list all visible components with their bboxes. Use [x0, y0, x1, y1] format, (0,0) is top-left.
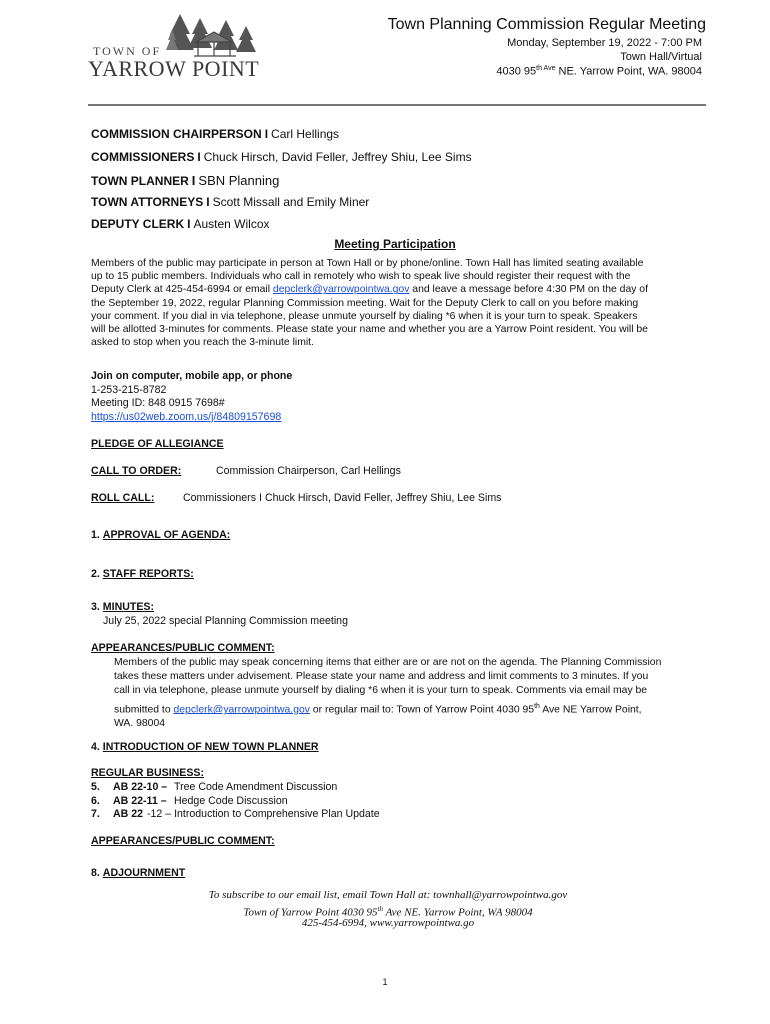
role-planner: TOWN PLANNER I SBN Planning — [91, 173, 280, 188]
agenda-item-1: 1. APPROVAL OF AGENDA: — [91, 529, 231, 541]
regular-business-item: 5. AB 22-10 – Tree Code Amendment Discussion — [91, 781, 338, 793]
logo-town-of: TOWN OF — [93, 44, 162, 58]
join-info — [91, 370, 703, 424]
logo-town-name: YARROW POINT — [88, 56, 260, 81]
join-phone: 1-253-215-8782 — [91, 383, 167, 396]
role-deputy-clerk: DEPUTY CLERK I Austen Wilcox — [91, 217, 270, 231]
regular-business-item: 7. AB 22 -12 – Introduction to Comprehensive Plan Update — [91, 808, 380, 820]
footer-address: Town of Yarrow Point 4030 95th Ave NE. Yarrow Point, WA 98004 — [243, 905, 533, 919]
call-to-order-value: Commission Chairperson, Carl Hellings — [216, 465, 401, 477]
role-chairperson: COMMISSION CHAIRPERSON I Carl Hellings — [91, 127, 340, 141]
pledge-heading: PLEDGE OF ALLEGIANCE — [91, 438, 224, 450]
meeting-title: Town Planning Commission Regular Meeting — [387, 16, 706, 33]
regular-business-item: 6. AB 22-11 – Hedge Code Discussion — [91, 795, 288, 807]
call-to-order: CALL TO ORDER: — [91, 465, 182, 477]
appearances-heading-2: APPEARANCES/PUBLIC COMMENT: — [91, 835, 275, 847]
footer-subscribe: To subscribe to our email list, email Town Hall at: townhall@yarrowpointwa.gov — [208, 889, 568, 901]
minutes-detail: July 25, 2022 special Planning Commission meeting — [103, 615, 348, 627]
appearances-text: Members of the public may speak concerning items that either are or are not on the agenda. The Planning Commission takes these matters under advisement. Please state your name and address and limit comments to 3 minutes. If you call in via telephone, please unmute yourself by dialing *6 when it is your turn to speak. Comments via email may be submitted to depclerk@yarrowpointwa.gov or regular mail to: Town of Yarrow Point 4030 95th Ave NE Yarrow Point, WA. 98004 — [114, 657, 662, 730]
meeting-datetime: Monday, September 19, 2022 - 7:00 PM — [507, 37, 702, 49]
appearances-heading: APPEARANCES/PUBLIC COMMENT: — [91, 642, 275, 654]
agenda-item-3: 3. MINUTES: — [91, 601, 154, 613]
roll-call-value: Commissioners I Chuck Hirsch, David Feller, Jeffrey Shiu, Lee Sims — [183, 492, 502, 504]
page-number: 1 — [382, 977, 388, 987]
agenda-item-8: 8. ADJOURNMENT — [91, 867, 186, 879]
agenda-item-2: 2. STAFF REPORTS: — [91, 568, 194, 580]
header-divider — [88, 104, 706, 106]
meeting-location: Town Hall/Virtual — [620, 51, 702, 63]
join-meeting-id: Meeting ID: 848 0915 7698# — [91, 397, 225, 409]
regular-business-heading: REGULAR BUSINESS: — [91, 767, 205, 779]
agenda-item-4: 4. INTRODUCTION OF NEW TOWN PLANNER — [91, 741, 319, 753]
role-attorneys: TOWN ATTORNEYS I Scott Missall and Emily Miner — [91, 195, 370, 209]
participation-text: Members of the public may participate in person at Town Hall or by phone/online. Town Hall has limited seating available up to 15 public members. Individuals who call in remotely who wish to speak live should register their request with the Deputy Clerk at 425-454-6994 or email depclerk@yarrowpointwa.gov and leave a message before 4:30 PM on the day of the September 19, 2022, regular Planning Commission meeting. Wait for the Deputy Clerk to call on you before making your comment. If you dial in via telephone, please unmute yourself by dialing *6 when it is your turn to speak. Speakers will be allotted 3-minutes for comments. Please state your name and whether you are a Yarrow Point resident. You will be asked to stop when you reach the 3-minute limit. — [91, 258, 648, 349]
depclerk-email-link[interactable]: depclerk@yarrowpointwa.gov — [272, 284, 410, 296]
footer-contact: 425-454-6994, www.yarrowpointwa.go — [301, 917, 475, 929]
roll-call: ROLL CALL: — [91, 492, 155, 504]
participation-heading: Meeting Participation — [334, 237, 456, 251]
join-heading: Join on computer, mobile app, or phone — [91, 370, 293, 382]
zoom-link[interactable]: https://us02web.zoom.us/j/84809157698 — [91, 410, 282, 423]
meeting-address: 4030 $95^{th Ave}$ NE. Yarrow Point, WA. 98004 — [496, 65, 702, 78]
role-commissioners: COMMISSIONERS I Chuck Hirsch, David Feller, Jeffrey Shiu, Lee Sims — [91, 150, 472, 164]
depclerk-email-link-2[interactable]: depclerk@yarrowpointwa.gov — [173, 704, 310, 716]
